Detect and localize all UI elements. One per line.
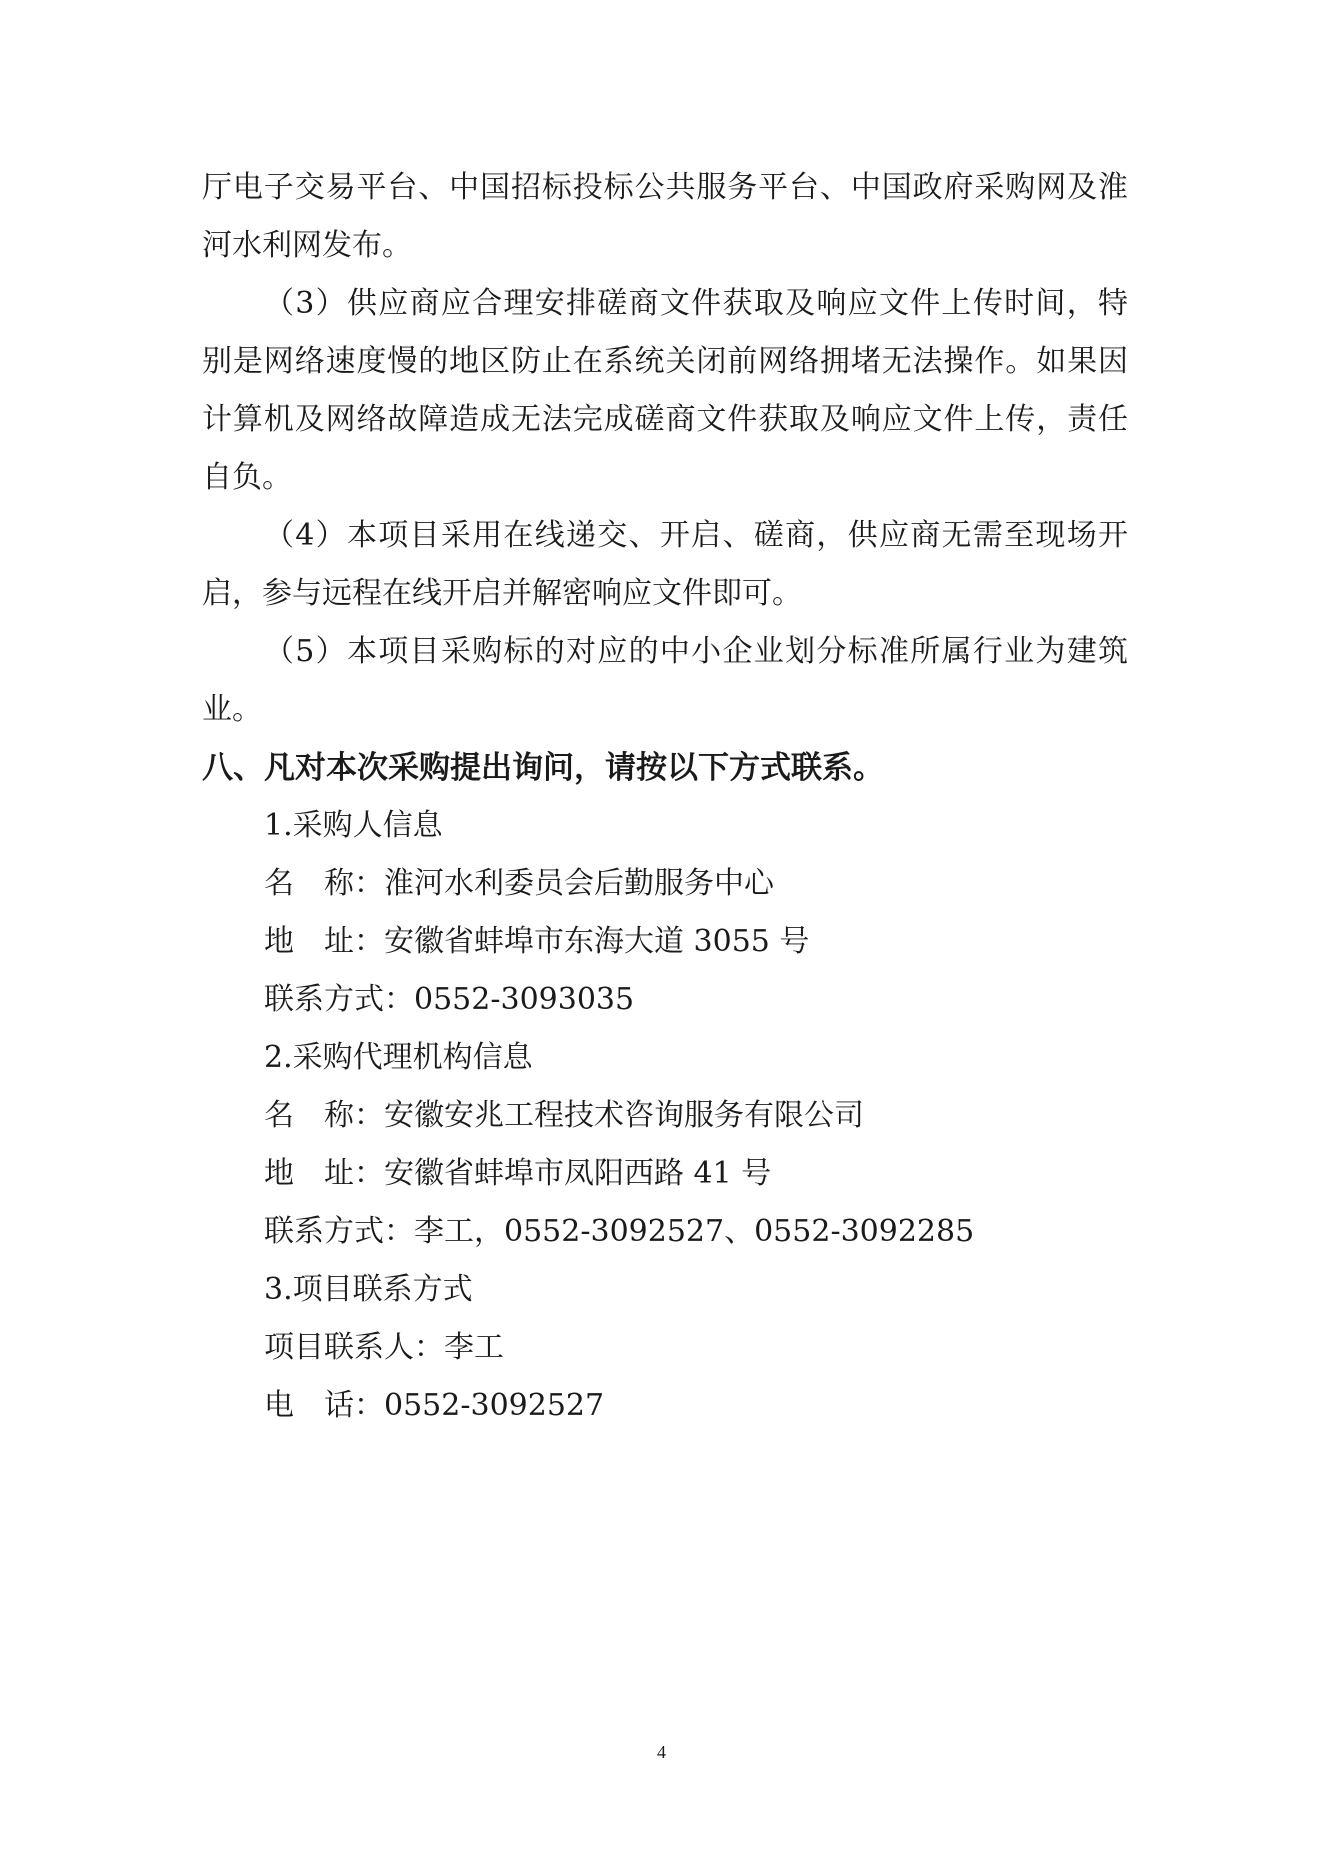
page-number: 4	[657, 1742, 666, 1762]
paragraph-line: 业。	[202, 692, 262, 727]
agency-contact: 联系方式：李工，0552-3092527、0552-3092285	[264, 1214, 975, 1249]
purchaser-name: 名 称：淮河水利委员会后勤服务中心	[264, 866, 774, 901]
subsection-title: 2.采购代理机构信息	[264, 1040, 533, 1075]
purchaser-contact: 联系方式：0552-3093035	[264, 982, 635, 1017]
paragraph-line: （4）本项目采用在线递交、开启、磋商，供应商无需至现场开	[264, 518, 1128, 553]
section-heading: 八、凡对本次采购提出询问，请按以下方式联系。	[202, 750, 884, 786]
agency-address: 地 址：安徽省蚌埠市凤阳西路 41 号	[264, 1156, 772, 1191]
purchaser-address: 地 址：安徽省蚌埠市东海大道 3055 号	[264, 924, 810, 959]
project-phone: 电 话：0552-3092527	[264, 1388, 605, 1423]
paragraph-line: 厅电子交易平台、中国招标投标公共服务平台、中国政府采购网及淮	[202, 170, 1128, 205]
paragraph-line: （5）本项目采购标的对应的中小企业划分标准所属行业为建筑	[264, 634, 1128, 669]
project-contact-person: 项目联系人：李工	[264, 1330, 504, 1365]
paragraph-line: 自负。	[202, 460, 292, 495]
paragraph-line: （3）供应商应合理安排磋商文件获取及响应文件上传时间，特	[264, 286, 1128, 321]
paragraph-line: 启，参与远程在线开启并解密响应文件即可。	[202, 576, 802, 611]
paragraph-line: 别是网络速度慢的地区防止在系统关闭前网络拥堵无法操作。如果因	[202, 344, 1128, 379]
paragraph-line: 计算机及网络故障造成无法完成磋商文件获取及响应文件上传，责任	[202, 402, 1128, 437]
paragraph-line: 河水利网发布。	[202, 228, 412, 263]
agency-name: 名 称：安徽安兆工程技术咨询服务有限公司	[264, 1098, 864, 1133]
subsection-title: 3.项目联系方式	[264, 1272, 473, 1307]
subsection-title: 1.采购人信息	[264, 808, 443, 843]
